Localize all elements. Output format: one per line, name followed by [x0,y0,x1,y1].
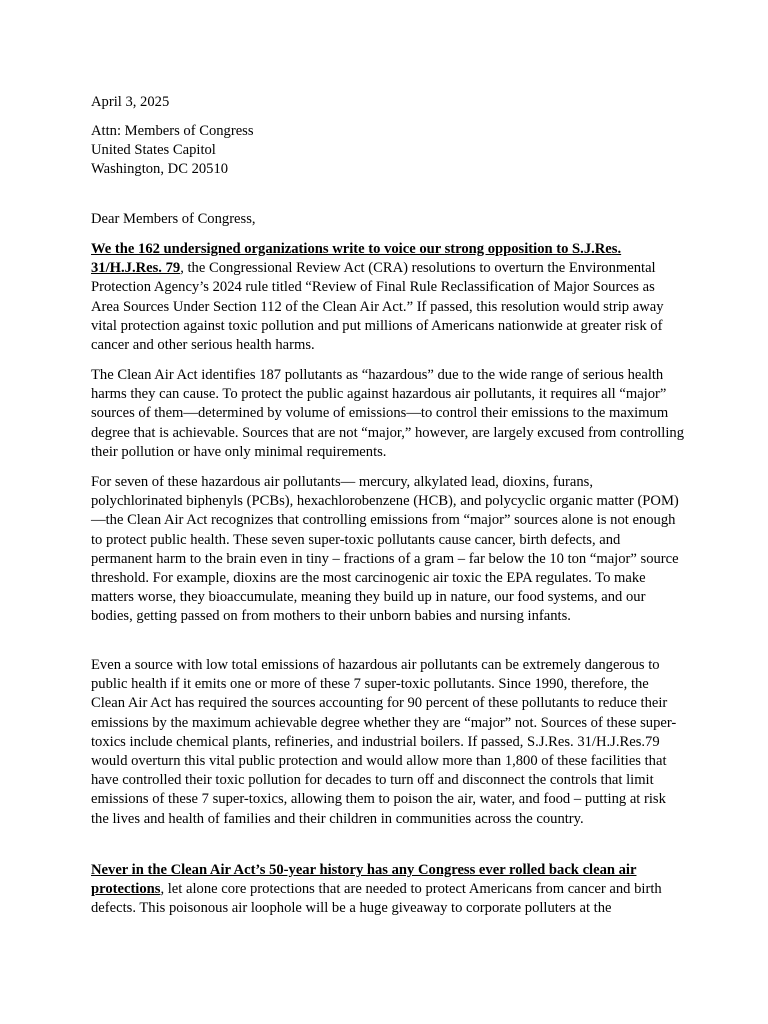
recipient-address [91,122,254,179]
paragraph-hazardous-pollutants: The Clean Air Act identifies 187 pollutants as “hazardous” due to the wide range of serious health harms they can cause. To protect the public against hazardous air pollutants, it requires all “major” sources of them—determined by volume of emissions—to control their emissions to the maximum degree that is achievable. Sources that are not “major,” however, are largely excused from controlling their pollution or have only minimal requirements. [91,367,685,460]
paragraph-history-text: , let alone core protections that are needed to protect Americans from cancer and birth defects. This poisonous air loophole will be a huge giveaway to corporate polluters at the [91,881,662,917]
salutation: Dear Members of Congress, [91,211,256,227]
letter-date: April 3, 2025 [91,94,170,110]
opposition-statement: We the 162 undersigned organizations write to voice our strong opposition to S.J.Res. 31/H.J.Res. 79 [91,241,622,277]
paragraph-opposition-text: , the Congressional Review Act (CRA) resolutions to overturn the Environmental Protection Agency’s 2024 rule titled “Review of Final Rule Reclassification of Major Sources as Area Sources Under Section 112 of the Clean Air Act.” If passed, this resolution would strip away vital protection against toxic pollution and put millions of Americans nationwide at greater risk of cancer and other serious health harms. [91,260,664,354]
paragraph-opposition [91,240,685,355]
paragraph-super-toxics: For seven of these hazardous air pollutants— mercury, alkylated lead, dioxins, furans, polychlorinated biphenyls (PCBs), hexachlorobenzene (HCB), and polycyclic organic matter (POM)—the Clean Air Act recognizes that controlling emissions from “major” sources alone is not enough to protect public health. These seven super-toxic pollutants cause cancer, birth defects, and permanent harm to the brain even in tiny – fractions of a gram – far below the 10 ton “major” source threshold. For example, dioxins are the most carcinogenic air toxic the EPA regulates. To make matters worse, they bioaccumulate, meaning they build up in nature, our food systems, and our bodies, getting passed on from mothers to their unborn babies and nursing infants. [91,474,679,625]
address-line-attn: Attn: Members of Congress [91,123,254,139]
address-line-city: Washington, DC 20510 [91,161,229,177]
address-line-capitol: United States Capitol [91,142,216,158]
paragraph-history [91,861,685,919]
paragraph-low-emission-sources: Even a source with low total emissions of hazardous air pollutants can be extremely dangerous to public health if it emits one or more of these 7 super-toxic pollutants. Since 1990, therefore, the Clean Air Act has required the sources accounting for 90 percent of these pollutants to reduce their emissions by the maximum achievable degree whether they are “major” not. Sources of these super-toxics include chemical plants, refineries, and industrial boilers. If passed, S.J.Res. 31/H.J.Res.79 would overturn this vital public protection and would allow more than 1,800 of these facilities that have controlled their toxic pollution for decades to turn off and disconnect the controls that limit emissions of these 7 super-toxics, allowing them to poison the air, water, and food – putting at risk the lives and health of families and their children in communities across the country. [91,657,677,827]
history-statement: Never in the Clean Air Act’s 50-year history has any Congress ever rolled back clean air protections [91,862,637,898]
